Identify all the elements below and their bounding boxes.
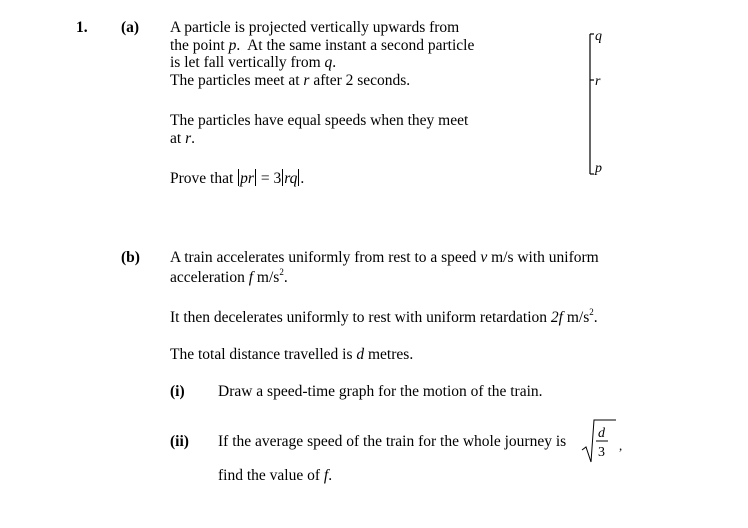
abs-bar: [238, 169, 239, 186]
sub-ii-text: If the average speed of the train for the whole journey is: [218, 433, 567, 450]
part-b-line2: acceleration f $m/s^2$.: [170, 267, 288, 286]
var-f-final: f: [323, 467, 329, 484]
sub-ii-label: (ii): [170, 433, 189, 450]
prove-prefix: Prove that: [170, 170, 234, 187]
vertical-line-diagram: [578, 22, 618, 182]
frac-denominator: 3: [598, 445, 605, 460]
frac-numerator: d: [598, 426, 605, 441]
var-2f: 2f: [550, 309, 563, 326]
sub-ii-line2: find the value of f.: [218, 467, 333, 484]
var-f: f: [248, 269, 254, 286]
abs-bar: [255, 169, 256, 186]
sub-i-text: Draw a speed-time graph for the motion of the train.: [218, 383, 543, 400]
sqrt-fraction: [580, 416, 624, 466]
part-a-line: A particle is projected vertically upwards from: [170, 19, 460, 36]
part-b-line3: It then decelerates uniformly to rest with uniform retardation 2f $m/s^2$.: [170, 307, 598, 326]
part-b-line1: A train accelerates uniformly from rest to a speed v m/s with uniform: [170, 249, 599, 266]
question-number: 1.: [76, 19, 88, 36]
part-b-label: (b): [121, 249, 140, 266]
frac-comma: ,: [619, 438, 623, 453]
sub-i-label: (i): [170, 383, 185, 400]
rq-term: rq: [284, 170, 298, 187]
part-a-line: The particles have equal speeds when they meet: [170, 112, 469, 129]
part-a-equal-speeds: [170, 112, 468, 147]
label-r: r: [595, 74, 601, 89]
label-q: q: [595, 29, 602, 44]
part-a-line: The particles meet at r after 2 seconds.: [170, 71, 411, 89]
part-a-line: at r.: [170, 129, 195, 147]
var-d: d: [356, 346, 365, 363]
equals-sign: =: [260, 170, 270, 187]
prove-end: .: [300, 170, 305, 187]
part-a-label: (a): [121, 19, 140, 36]
part-a-line: the point p. At the same instant a second particle: [170, 36, 475, 54]
coefficient: 3: [273, 170, 282, 187]
part-a-line: is let fall vertically from q.: [170, 54, 337, 71]
part-a-prove: [170, 169, 304, 188]
part-b-line4: The total distance travelled is d metres.: [170, 346, 414, 363]
pr-term: pr: [240, 170, 254, 187]
label-p: p: [595, 161, 602, 176]
part-a-statement: [170, 19, 474, 89]
